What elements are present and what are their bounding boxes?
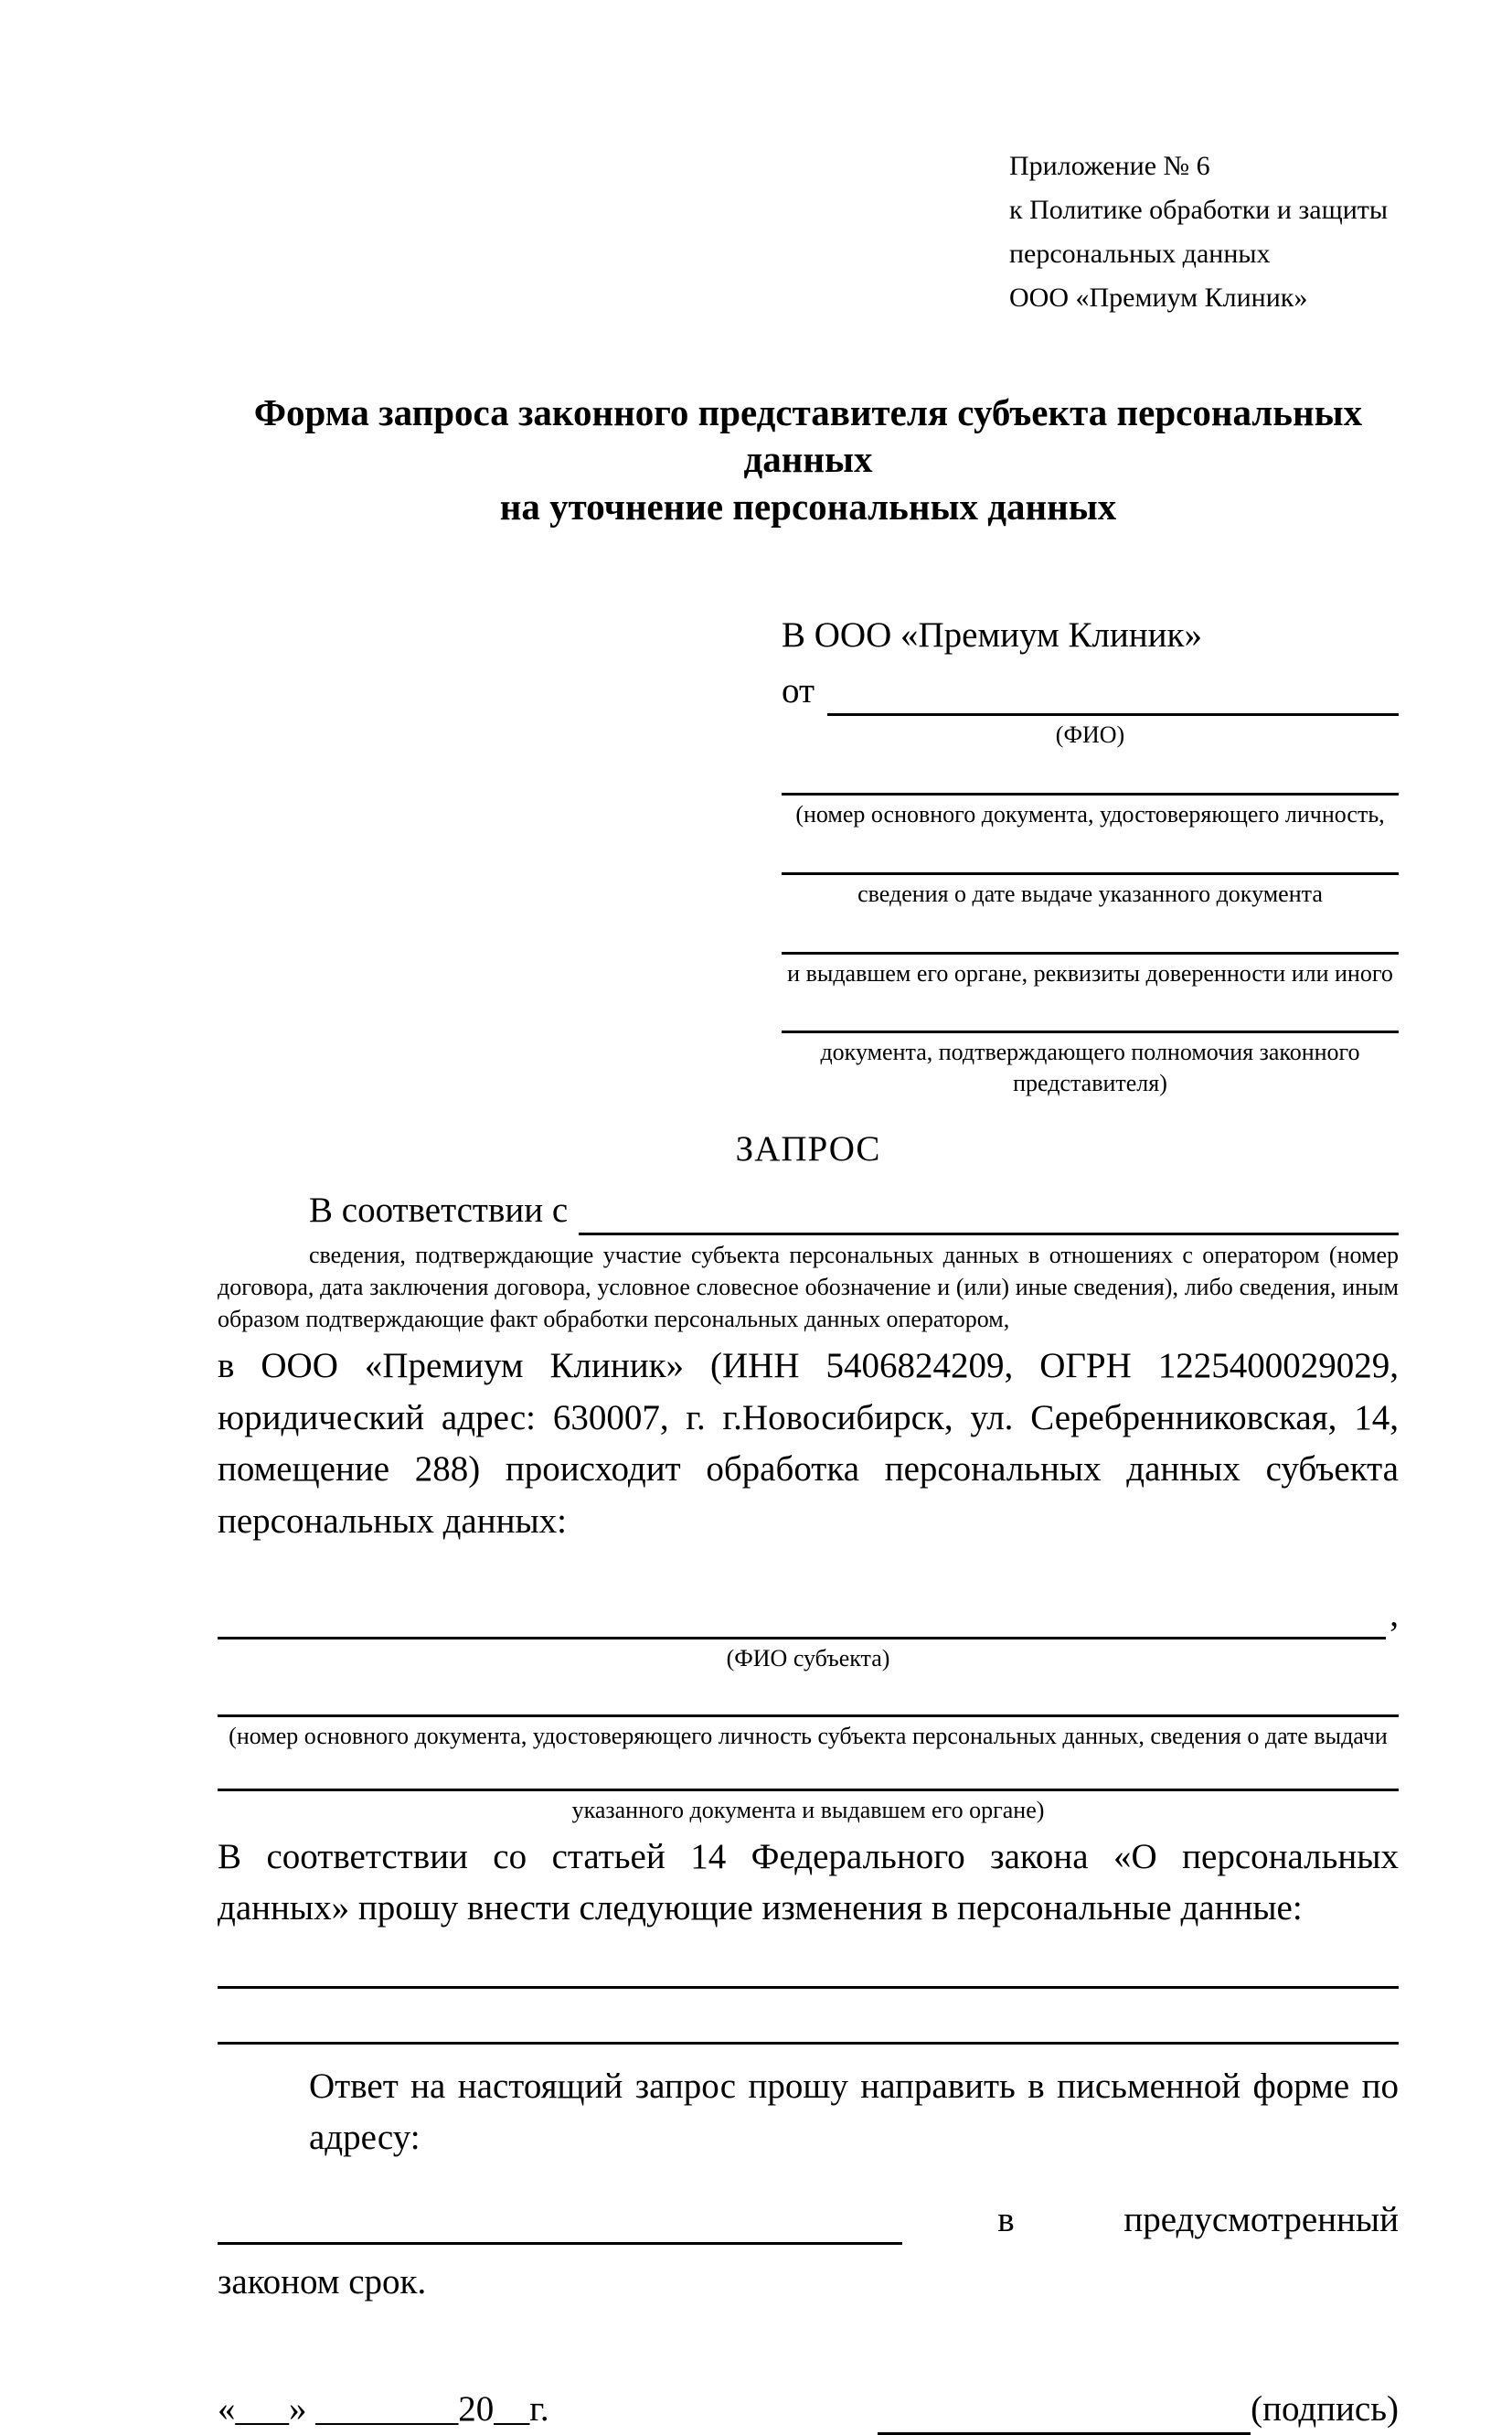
blank-line (782, 952, 1399, 955)
blank-line-caption: документа, подтверждающего полномочия законного представителя) (820, 1039, 1360, 1097)
representative-doc-group (782, 1031, 1399, 1099)
page-title (218, 390, 1399, 530)
from-label: от (782, 670, 815, 710)
appendix-line: к Политике обработки и защиты (1009, 195, 1389, 225)
intro-row (218, 1186, 1399, 1236)
address-blank-line (218, 2206, 902, 2245)
law-paragraph: В соответствии со статьей 14 Федерального закона «О персональных данных» прошу внести следующие изменения в персональные данные: (218, 1836, 1399, 1928)
blank-line-caption: сведения о дате выдаче указанного документа (857, 880, 1323, 907)
appendix-line: персональных данных (1009, 239, 1271, 269)
page-title-line1: Форма запроса законного представителя субъекта персональных данных (253, 391, 1363, 481)
subject-fio-caption: (ФИО субъекта) (726, 1645, 890, 1672)
subject-name-blank-line (218, 1601, 1386, 1639)
subject-doc-blank-line (218, 1789, 1399, 1791)
addressee-block (782, 614, 1399, 1099)
representative-doc-group (782, 793, 1399, 830)
intro-label: В соответствии с (309, 1190, 569, 1230)
answer-line2-tail: в предусмотренный (997, 2199, 1399, 2239)
representative-doc-group (782, 872, 1399, 910)
answer-line3: законом срок. (218, 2262, 427, 2302)
changes-blank-line (218, 2042, 1399, 2045)
changes-blank-line (218, 1986, 1399, 1989)
subject-doc-caption: (номер основного документа, удостоверяющего личность субъекта персональных данных, сведения о дате выдачи (229, 1722, 1388, 1749)
appendix-line: ООО «Премиум Клиник» (1009, 283, 1308, 313)
appendix-block (1009, 144, 1399, 320)
fio-caption: (ФИО) (1055, 721, 1125, 749)
subject-name-comma: , (1390, 1594, 1399, 1634)
fio-blank-line (827, 678, 1399, 716)
appendix-line: Приложение № 6 (1009, 151, 1210, 181)
signature-blank-line (878, 2397, 1251, 2435)
subject-doc-blank-line (218, 1714, 1399, 1717)
request-heading: ЗАПРОС (735, 1128, 881, 1169)
blank-line (782, 872, 1399, 875)
signature-group (878, 2385, 1399, 2435)
page-title-line2: на уточнение персональных данных (499, 485, 1117, 528)
blank-line (782, 793, 1399, 796)
subject-doc-caption: указанного документа и выдавшем его органе) (571, 1796, 1045, 1823)
basis-blank-line (579, 1197, 1399, 1235)
blank-line (782, 1031, 1399, 1033)
subject-name-row (218, 1590, 1399, 1640)
blank-line-caption: и выдавшем его органе, реквизиты доверенности или иного (787, 959, 1393, 987)
date-blank: «___» ________20__г. (218, 2388, 549, 2429)
from-row (782, 667, 1399, 717)
signature-row (218, 2385, 1399, 2435)
signature-caption: (подпись) (1251, 2388, 1399, 2429)
representative-doc-group (782, 952, 1399, 989)
blank-line-caption: (номер основного документа, удостоверяющего личность, (795, 800, 1385, 828)
addressee-organization: В ООО «Премиум Клиник» (782, 614, 1202, 655)
operator-paragraph: в ООО «Премиум Клиник» (ИНН 5406824209, ОГРН 1225400029029, юридический адрес: 630007, г. г.Новосибирск, ул. Серебренниковская, 14, помещение 288) происходит обработка персональных данных субъекта персональных данных: (218, 1346, 1399, 1542)
answer-line2 (218, 2195, 1399, 2246)
intro-footnote: сведения, подтверждающие участие субъекта персональных данных в отношениях с оператором (номер договора, дата заключения договора, условное словесное обозначение и (или) иные сведения), либо сведения, иным образом подтверждающие факт обработки персональных данных оператором, (218, 1242, 1399, 1333)
answer-line1: Ответ на настоящий запрос прошу направить в письменной форме по адресу: (309, 2066, 1399, 2158)
